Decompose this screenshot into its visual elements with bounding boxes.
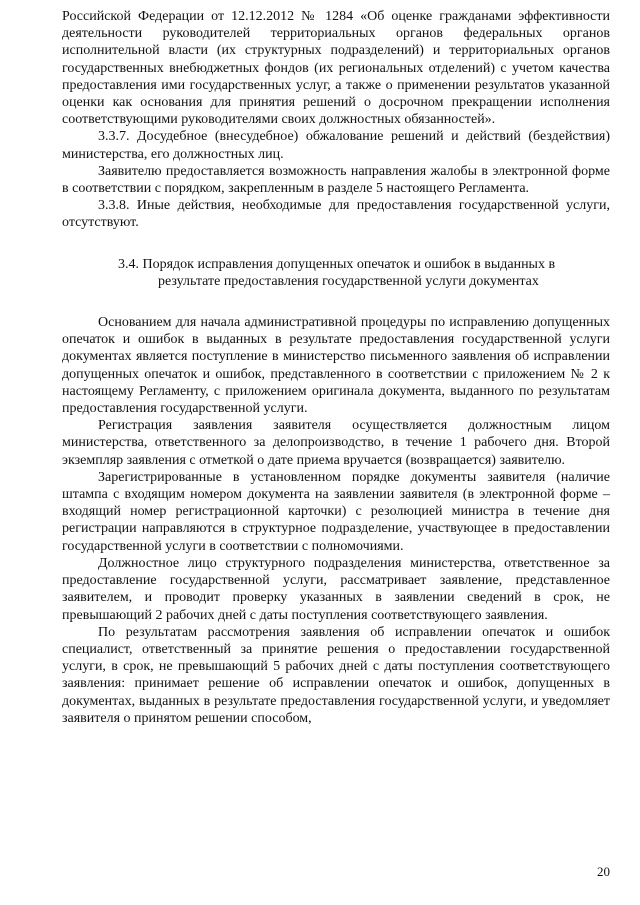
paragraph-3-3-7: 3.3.7. Досудебное (внесудебное) обжалование решений и действий (бездействия) министерства, его должностных лиц. <box>62 129 610 162</box>
paragraph-3-3-8: 3.3.8. Иные действия, необходимые для предоставления государственной услуги, отсутствуют. <box>62 198 610 231</box>
document-body <box>62 8 610 727</box>
paragraph-electronic-complaint: Заявителю предоставляется возможность направления жалобы в электронной форме в соответствии с порядком, закрепленным в разделе 5 настоящего Регламента. <box>62 163 610 197</box>
section-heading-line-2: результате предоставления государственной услуги документах <box>158 273 539 289</box>
paragraph-official-review: Должностное лицо структурного подразделения министерства, ответственное за предоставление государственной услуги, рассматривает заявление, представленное заявителем, и проводит проверку указанных в заявлении сведений в срок, не превышающий 2 рабочих дней с даты поступления соответствующего заявления. <box>62 555 610 623</box>
paragraph-basis: Основанием для начала административной процедуры по исправлению допущенных опечаток и ошибок в выданных в результате предоставления государственной услуги документах является поступление в министерство письменного заявления об исправлении допущенных опечаток и ошибок, представленного в соответствии с приложением № 2 к настоящему Регламенту, с приложением оригинала документа, выданного по результатам предоставления государственной услуги. <box>62 315 610 417</box>
section-heading-3-4 <box>62 256 610 290</box>
page-number: 20 <box>597 864 610 879</box>
paragraph-continuation: Российской Федерации от 12.12.2012 № 1284 «Об оценке гражданами эффективности деятельности руководителей территориальных органов федеральных органов исполнительной власти (их структурных подразделений) и территориальных органов государственных внебюджетных фондов (их региональных отделений) с учетом качества предоставления ими государственных услуг, а также о применении результатов указанной оценки как основания для принятия решений о досрочном прекращении исполнения соответствующими руководителями своих должностных обязанностей». <box>62 9 610 128</box>
section-spacer <box>62 290 610 314</box>
paragraph-registered-documents: Зарегистрированные в установленном порядке документы заявителя (наличие штампа с входящим номером документа на заявлении заявителя (в электронной форме – входящий номер регистрационной карточки) с резолюцией министра в течение дня регистрации направляются в структурное подразделение, участвующее в предоставлении государственной услуги в соответствии с полномочиями. <box>62 469 610 554</box>
paragraph-review-results: По результатам рассмотрения заявления об исправлении опечаток и ошибок специалист, ответственный за принятие решения о предоставлении государственной услуги, в срок, не превышающий 5 рабочих дней с даты поступления соответствующего заявления: принимает решение об исправлении опечаток и ошибок, допущенных в документах, выданных в результате предоставления государственной услуги, и уведомляет заявителя о принятом решении способом, <box>62 624 610 726</box>
section-heading-line-1: 3.4. Порядок исправления допущенных опечаток и ошибок в выданных в <box>118 256 556 272</box>
paragraph-registration: Регистрация заявления заявителя осуществляется должностным лицом министерства, ответственного за делопроизводство, в течение 1 рабочего дня. Второй экземпляр заявления с отметкой о дате приема вручается (возвращается) заявителю. <box>62 418 610 468</box>
